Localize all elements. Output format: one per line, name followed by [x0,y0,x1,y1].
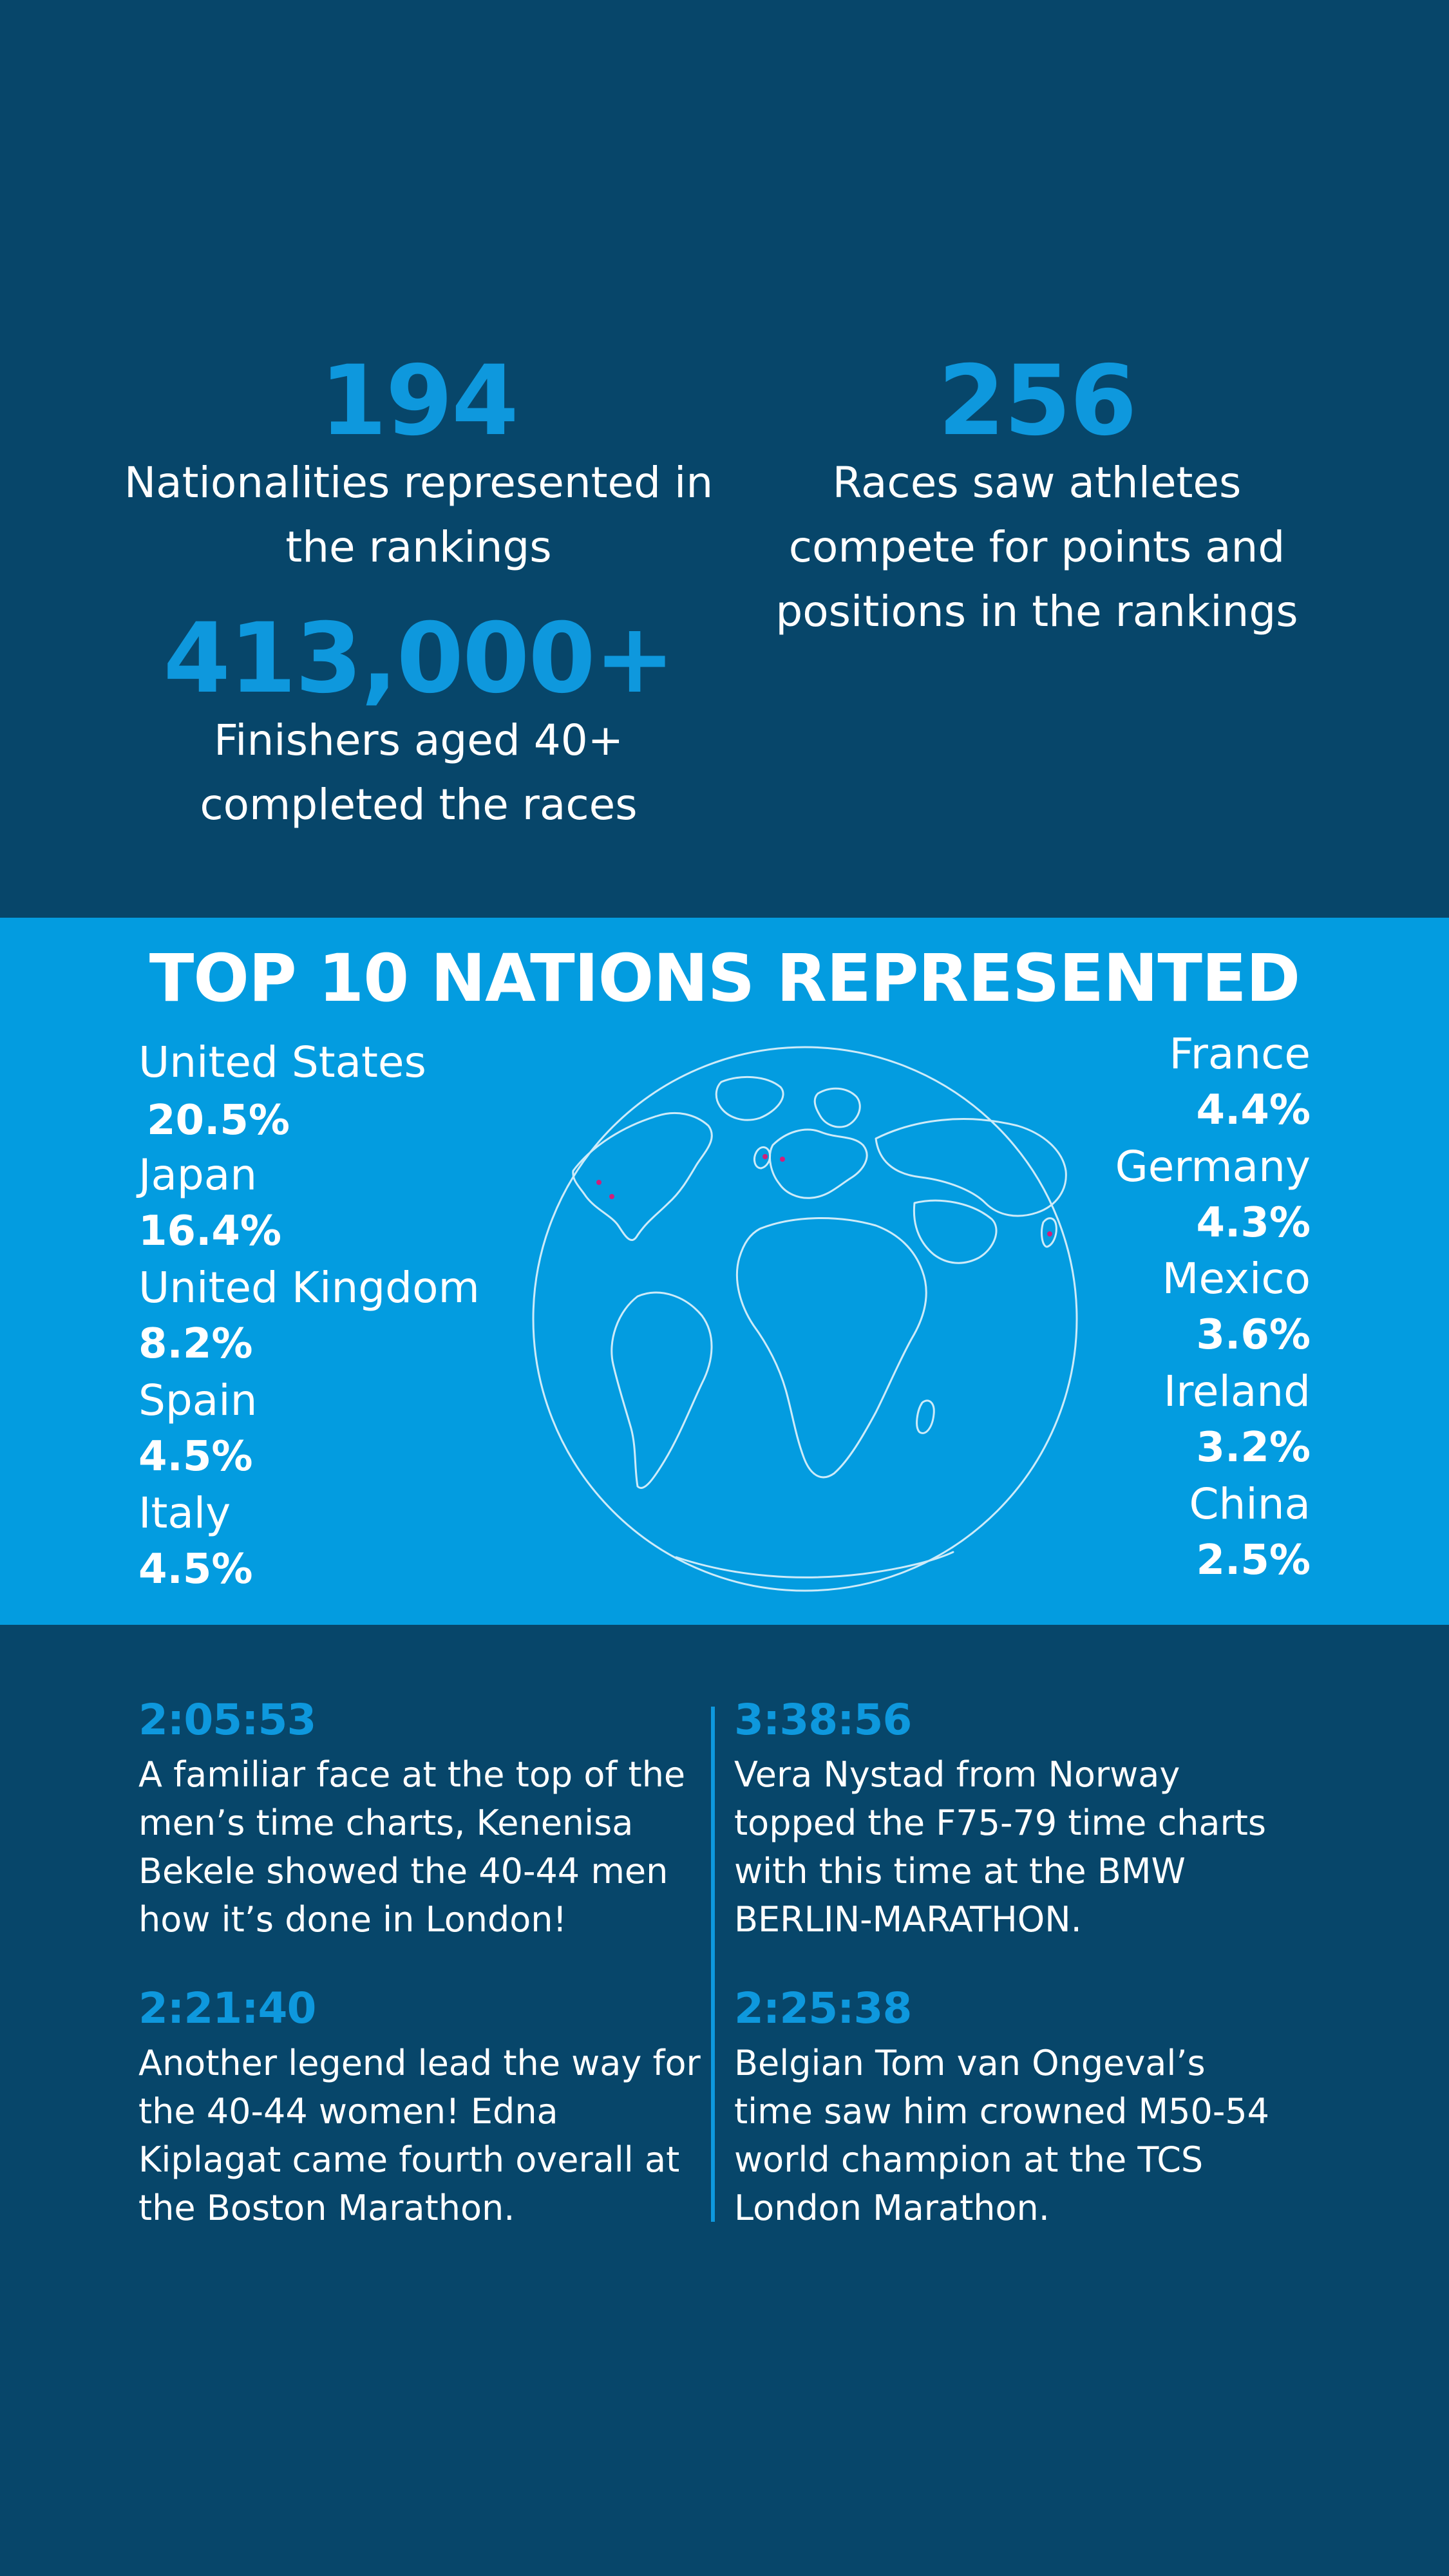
nation-name: Italy [138,1488,231,1538]
finishers-caption: Finishers aged 40+ completed the races [200,715,638,829]
nation-percent: 16.4% [138,1208,282,1255]
nation-percent: 3.6% [1196,1311,1311,1359]
races-caption: Races saw athletes compete for points and positions in the rankings [775,458,1298,636]
races-count: 256 [938,345,1136,457]
finishers-count: 413,000+ [163,603,674,715]
story-text: Belgian Tom van Ongeval’s time saw him crowned M50-54 world champion at the TCS London Marathon. [734,2043,1270,2228]
nation-name: France [1169,1029,1311,1079]
story-text: A familiar face at the top of the men’s time charts, Kenenisa Bekele showed the 40-44 men how it’s done in London! [138,1754,686,1940]
nation-name: Spain [138,1376,258,1425]
story-text: Vera Nystad from Norway topped the F75-79 time charts with this time at the BMW BERLIN-MARATHON. [734,1754,1267,1940]
nation-name: United Kingdom [138,1263,480,1312]
story-time: 2:25:38 [734,1984,912,2033]
nation-percent: 3.2% [1196,1424,1311,1472]
story-time: 2:21:40 [138,1984,316,2033]
nation-name: Japan [138,1150,258,1200]
globe-icon [528,1042,1082,1596]
nation-name: Mexico [1162,1254,1311,1303]
top-nations-title: TOP 10 NATIONS REPRESENTED [149,940,1300,1017]
nation-percent: 4.4% [1196,1086,1311,1134]
nation-name: Germany [1115,1142,1311,1191]
story-time: 2:05:53 [138,1695,316,1745]
nation-percent: 4.5% [138,1546,253,1593]
nation-percent: 2.5% [1196,1537,1311,1584]
nation-name: Ireland [1163,1367,1311,1416]
story-text: Another legend lead the way for the 40-44 women! Edna Kiplagat came fourth overall at the Boston Marathon. [138,2043,701,2228]
story-time: 3:38:56 [734,1695,912,1745]
nation-name: China [1189,1479,1311,1529]
nation-percent: 20.5% [147,1097,290,1144]
nationalities-caption: Nationalities represented in the rankings [124,458,714,572]
nation-percent: 4.5% [138,1433,253,1481]
nation-percent: 4.3% [1196,1199,1311,1247]
nationalities-count: 194 [319,345,518,457]
column-divider [711,1707,715,2222]
nation-percent: 8.2% [138,1320,253,1368]
nation-name: United States [138,1037,426,1087]
